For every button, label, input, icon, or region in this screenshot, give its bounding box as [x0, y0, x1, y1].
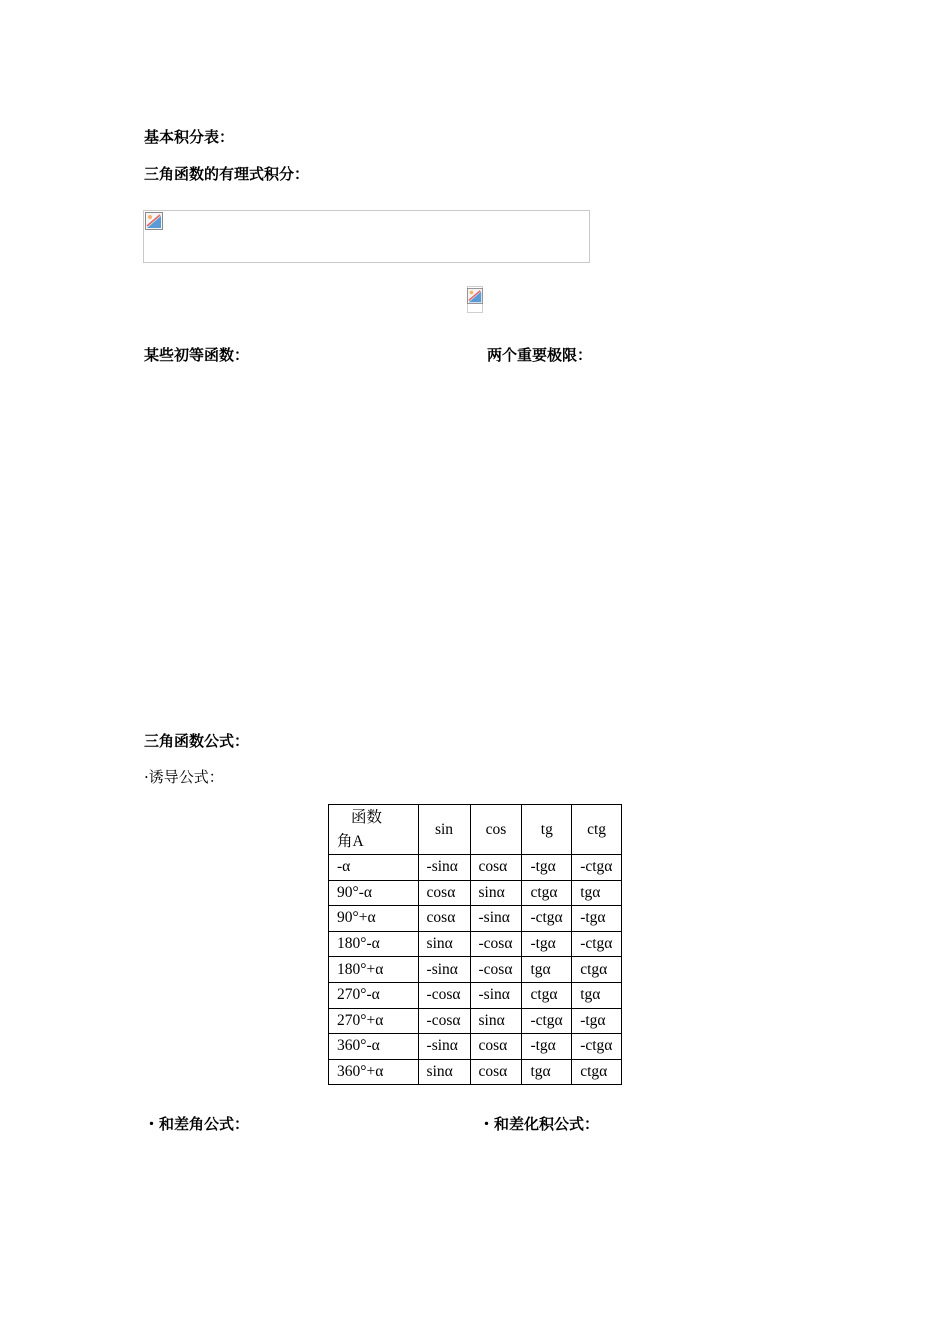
- formula-image-frame: [143, 210, 590, 263]
- table-row: [329, 1008, 622, 1034]
- value-cell: ctgα: [572, 957, 622, 983]
- table-row: [329, 982, 622, 1008]
- value-cell: -sinα: [470, 906, 522, 932]
- angle-cell: 180°+α: [329, 957, 419, 983]
- angle-cell: 360°+α: [329, 1059, 419, 1085]
- heading-basic-integral-table: 基本积分表：: [144, 128, 235, 146]
- corner-label-function: 函数: [351, 808, 383, 826]
- heading-sum-to-product: ・和差化积公式：: [479, 1115, 600, 1133]
- angle-cell: 270°+α: [329, 1008, 419, 1034]
- value-cell: tgα: [522, 957, 572, 983]
- broken-image-icon: [467, 287, 483, 305]
- value-cell: cosα: [470, 1034, 522, 1060]
- value-cell: -sinα: [418, 957, 470, 983]
- value-cell: cosα: [470, 855, 522, 881]
- heading-some-elementary-functions: 某些初等函数：: [144, 346, 250, 364]
- column-header-cos: cos: [470, 805, 522, 855]
- table-row: [329, 855, 622, 881]
- value-cell: -cosα: [418, 1008, 470, 1034]
- value-cell: ctgα: [522, 982, 572, 1008]
- value-cell: ctgα: [522, 880, 572, 906]
- table-row: [329, 1034, 622, 1060]
- value-cell: sinα: [470, 1008, 522, 1034]
- angle-cell: 90°-α: [329, 880, 419, 906]
- value-cell: -ctgα: [572, 855, 622, 881]
- value-cell: sinα: [470, 880, 522, 906]
- heading-trig-rational-integral: 三角函数的有理式积分：: [144, 165, 310, 183]
- value-cell: sinα: [418, 1059, 470, 1085]
- value-cell: tgα: [572, 880, 622, 906]
- table-header-row: [329, 805, 622, 855]
- heading-trig-formulas: 三角函数公式：: [144, 732, 250, 750]
- value-cell: -sinα: [418, 1034, 470, 1060]
- value-cell: -ctgα: [572, 1034, 622, 1060]
- value-cell: sinα: [418, 931, 470, 957]
- angle-cell: 180°-α: [329, 931, 419, 957]
- table-row: [329, 906, 622, 932]
- angle-cell: -α: [329, 855, 419, 881]
- table-row: [329, 957, 622, 983]
- value-cell: -tgα: [522, 855, 572, 881]
- value-cell: cosα: [418, 906, 470, 932]
- value-cell: -cosα: [470, 931, 522, 957]
- value-cell: ctgα: [572, 1059, 622, 1085]
- heading-two-important-limits: 两个重要极限：: [487, 346, 593, 364]
- value-cell: -cosα: [470, 957, 522, 983]
- value-cell: -sinα: [418, 855, 470, 881]
- value-cell: tgα: [572, 982, 622, 1008]
- table-row: [329, 880, 622, 906]
- value-cell: -tgα: [522, 1034, 572, 1060]
- broken-image-icon: [145, 212, 163, 230]
- column-header-sin: sin: [418, 805, 470, 855]
- value-cell: -tgα: [522, 931, 572, 957]
- table-row: [329, 1059, 622, 1085]
- value-cell: -ctgα: [572, 931, 622, 957]
- value-cell: tgα: [522, 1059, 572, 1085]
- value-cell: -cosα: [418, 982, 470, 1008]
- induction-formula-table: [328, 804, 622, 1085]
- angle-cell: 90°+α: [329, 906, 419, 932]
- heading-sum-diff-angle: ・和差角公式：: [144, 1115, 250, 1133]
- value-cell: -ctgα: [522, 1008, 572, 1034]
- value-cell: -ctgα: [522, 906, 572, 932]
- value-cell: cosα: [470, 1059, 522, 1085]
- value-cell: -sinα: [470, 982, 522, 1008]
- column-header-ctg: ctg: [572, 805, 622, 855]
- table-row: [329, 931, 622, 957]
- value-cell: -tgα: [572, 906, 622, 932]
- small-image-frame: [467, 286, 483, 313]
- value-cell: cosα: [418, 880, 470, 906]
- table-corner-cell: [329, 805, 419, 855]
- value-cell: -tgα: [572, 1008, 622, 1034]
- angle-cell: 270°-α: [329, 982, 419, 1008]
- corner-label-angle: 角A: [337, 832, 364, 850]
- induction-formula-label: ·诱导公式：: [144, 768, 224, 786]
- angle-cell: 360°-α: [329, 1034, 419, 1060]
- column-header-tg: tg: [522, 805, 572, 855]
